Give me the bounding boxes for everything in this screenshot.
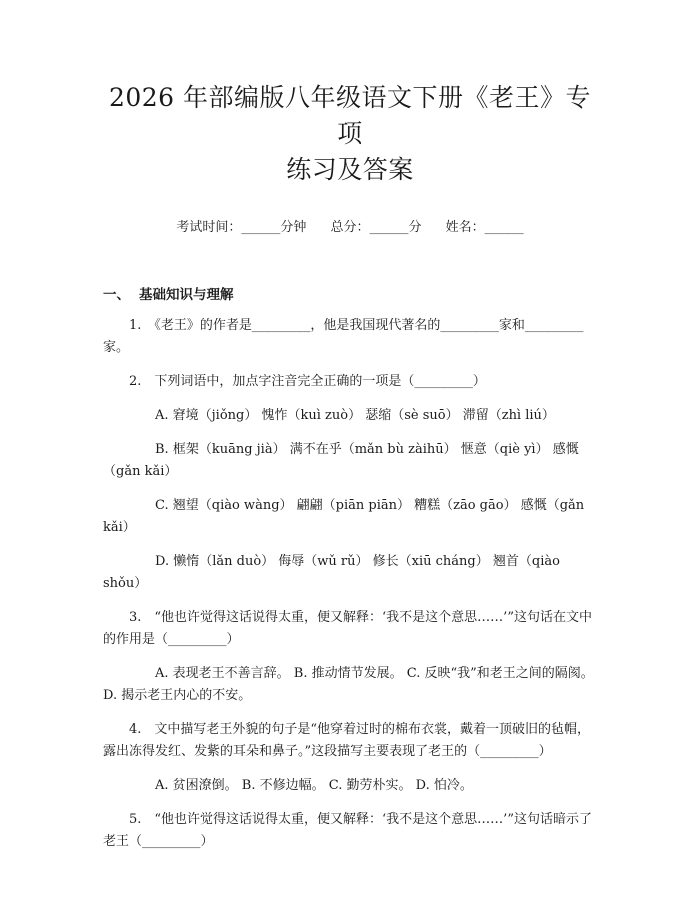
question-2-option-b: B. 框架（kuāng jià） 满不在乎（mǎn bù zàihū） 惬意（qiè yì） 感慨（gǎn kǎi） (103, 442, 579, 479)
total-score-field: 总分：______分 (330, 220, 422, 235)
document-title (103, 0, 597, 188)
question-2-option-c: C. 翘望（qiào wàng） 翩翩（piān piān） 糟糕（zāo gāo） 感慨（gǎn kǎi） (103, 498, 585, 535)
title-line-2: 练习及答案 (286, 155, 414, 184)
question-2-option-d: D. 懒惰（lǎn duò） 侮辱（wǔ rǔ） 修长（xiū cháng） 翘首（qiào shǒu） (103, 554, 560, 591)
question-3: 3. “他也许觉得这话说得太重，便又解释：‘我不是这个意思……’”这句话在文中的作用是（_________） (103, 610, 592, 647)
exam-meta (103, 216, 597, 235)
question-2: 2. 下列词语中，加点字注音完全正确的一项是（_________） (129, 374, 486, 389)
question-3-options: A. 表现老王不善言辞。 B. 推动情节发展。 C. 反映“我”和老王之间的隔阂。 D. 揭示老王内心的不安。 (103, 666, 594, 703)
section-number: 一、 (103, 287, 130, 303)
question-2-option-a: A. 窘境（jiǒng） 愧怍（kuì zuò） 瑟缩（sè suō） 滞留（zhì liú） (155, 408, 555, 423)
question-1: 1. 《老王》的作者是_________，他是我国现代著名的_________家和_________家。 (103, 318, 584, 355)
title-line-1: 2026 年部编版八年级语文下册《老王》专项 (108, 83, 592, 148)
section-label: 基础知识与理解 (139, 287, 234, 303)
question-5: 5. “他也许觉得这话说得太重，便又解释：‘我不是这个意思……’”这句话暗示了老王（_________） (103, 812, 592, 849)
question-4: 4. 文中描写老王外貌的句子是“他穿着过时的棉布衣裳，戴着一顶破旧的毡帽，露出冻得发红、发紫的耳朵和鼻子。”这段描写主要表现了老王的（_________） (103, 722, 591, 759)
section-heading (103, 283, 597, 303)
question-4-options: A. 贫困潦倒。 B. 不修边幅。 C. 勤劳朴实。 D. 怕冷。 (155, 778, 473, 793)
exam-time-field: 考试时间：______分钟 (176, 220, 307, 235)
name-field: 姓名：______ (445, 220, 524, 235)
